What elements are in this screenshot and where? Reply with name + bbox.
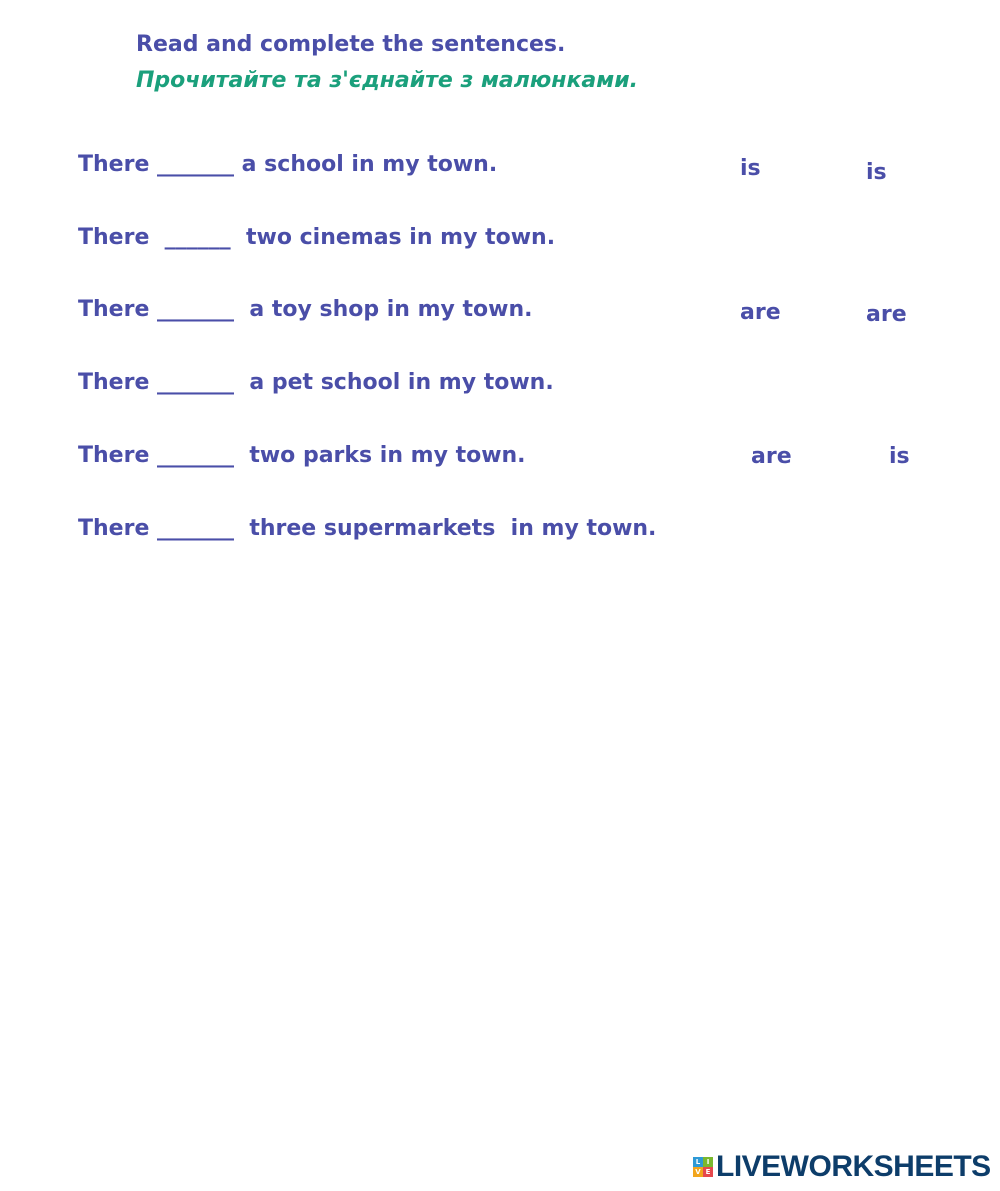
logo-letter-l: L [693, 1157, 703, 1167]
sentence-6: There _______ three supermarkets in my town. [78, 516, 657, 541]
word-tile-are-3[interactable]: are [751, 444, 792, 469]
liveworksheets-logo [693, 1150, 991, 1184]
sentence-3: There _______ a toy shop in my town. [78, 297, 533, 322]
word-tile-is-2[interactable]: is [866, 160, 887, 185]
liveworksheets-logo-icon [693, 1157, 713, 1177]
word-tile-is-3[interactable]: is [889, 444, 910, 469]
word-tile-is-1[interactable]: is [740, 156, 761, 181]
sentence-2: There ______ two cinemas in my town. [78, 225, 556, 250]
instruction-ukrainian: Прочитайте та з'єднайте з малюнками. [136, 68, 639, 93]
sentence-4: There _______ a pet school in my town. [78, 370, 554, 395]
word-tile-are-1[interactable]: are [740, 300, 781, 325]
liveworksheets-logo-text: LIVEWORKSHEETS [716, 1150, 991, 1183]
logo-letter-v: V [693, 1167, 703, 1177]
sentence-5: There _______ two parks in my town. [78, 443, 526, 468]
word-tile-are-2[interactable]: are [866, 302, 907, 327]
logo-letter-i: I [703, 1157, 713, 1167]
instruction-english: Read and complete the sentences. [136, 32, 566, 57]
logo-letter-e: E [703, 1167, 713, 1177]
sentence-1: There _______ a school in my town. [78, 152, 498, 177]
